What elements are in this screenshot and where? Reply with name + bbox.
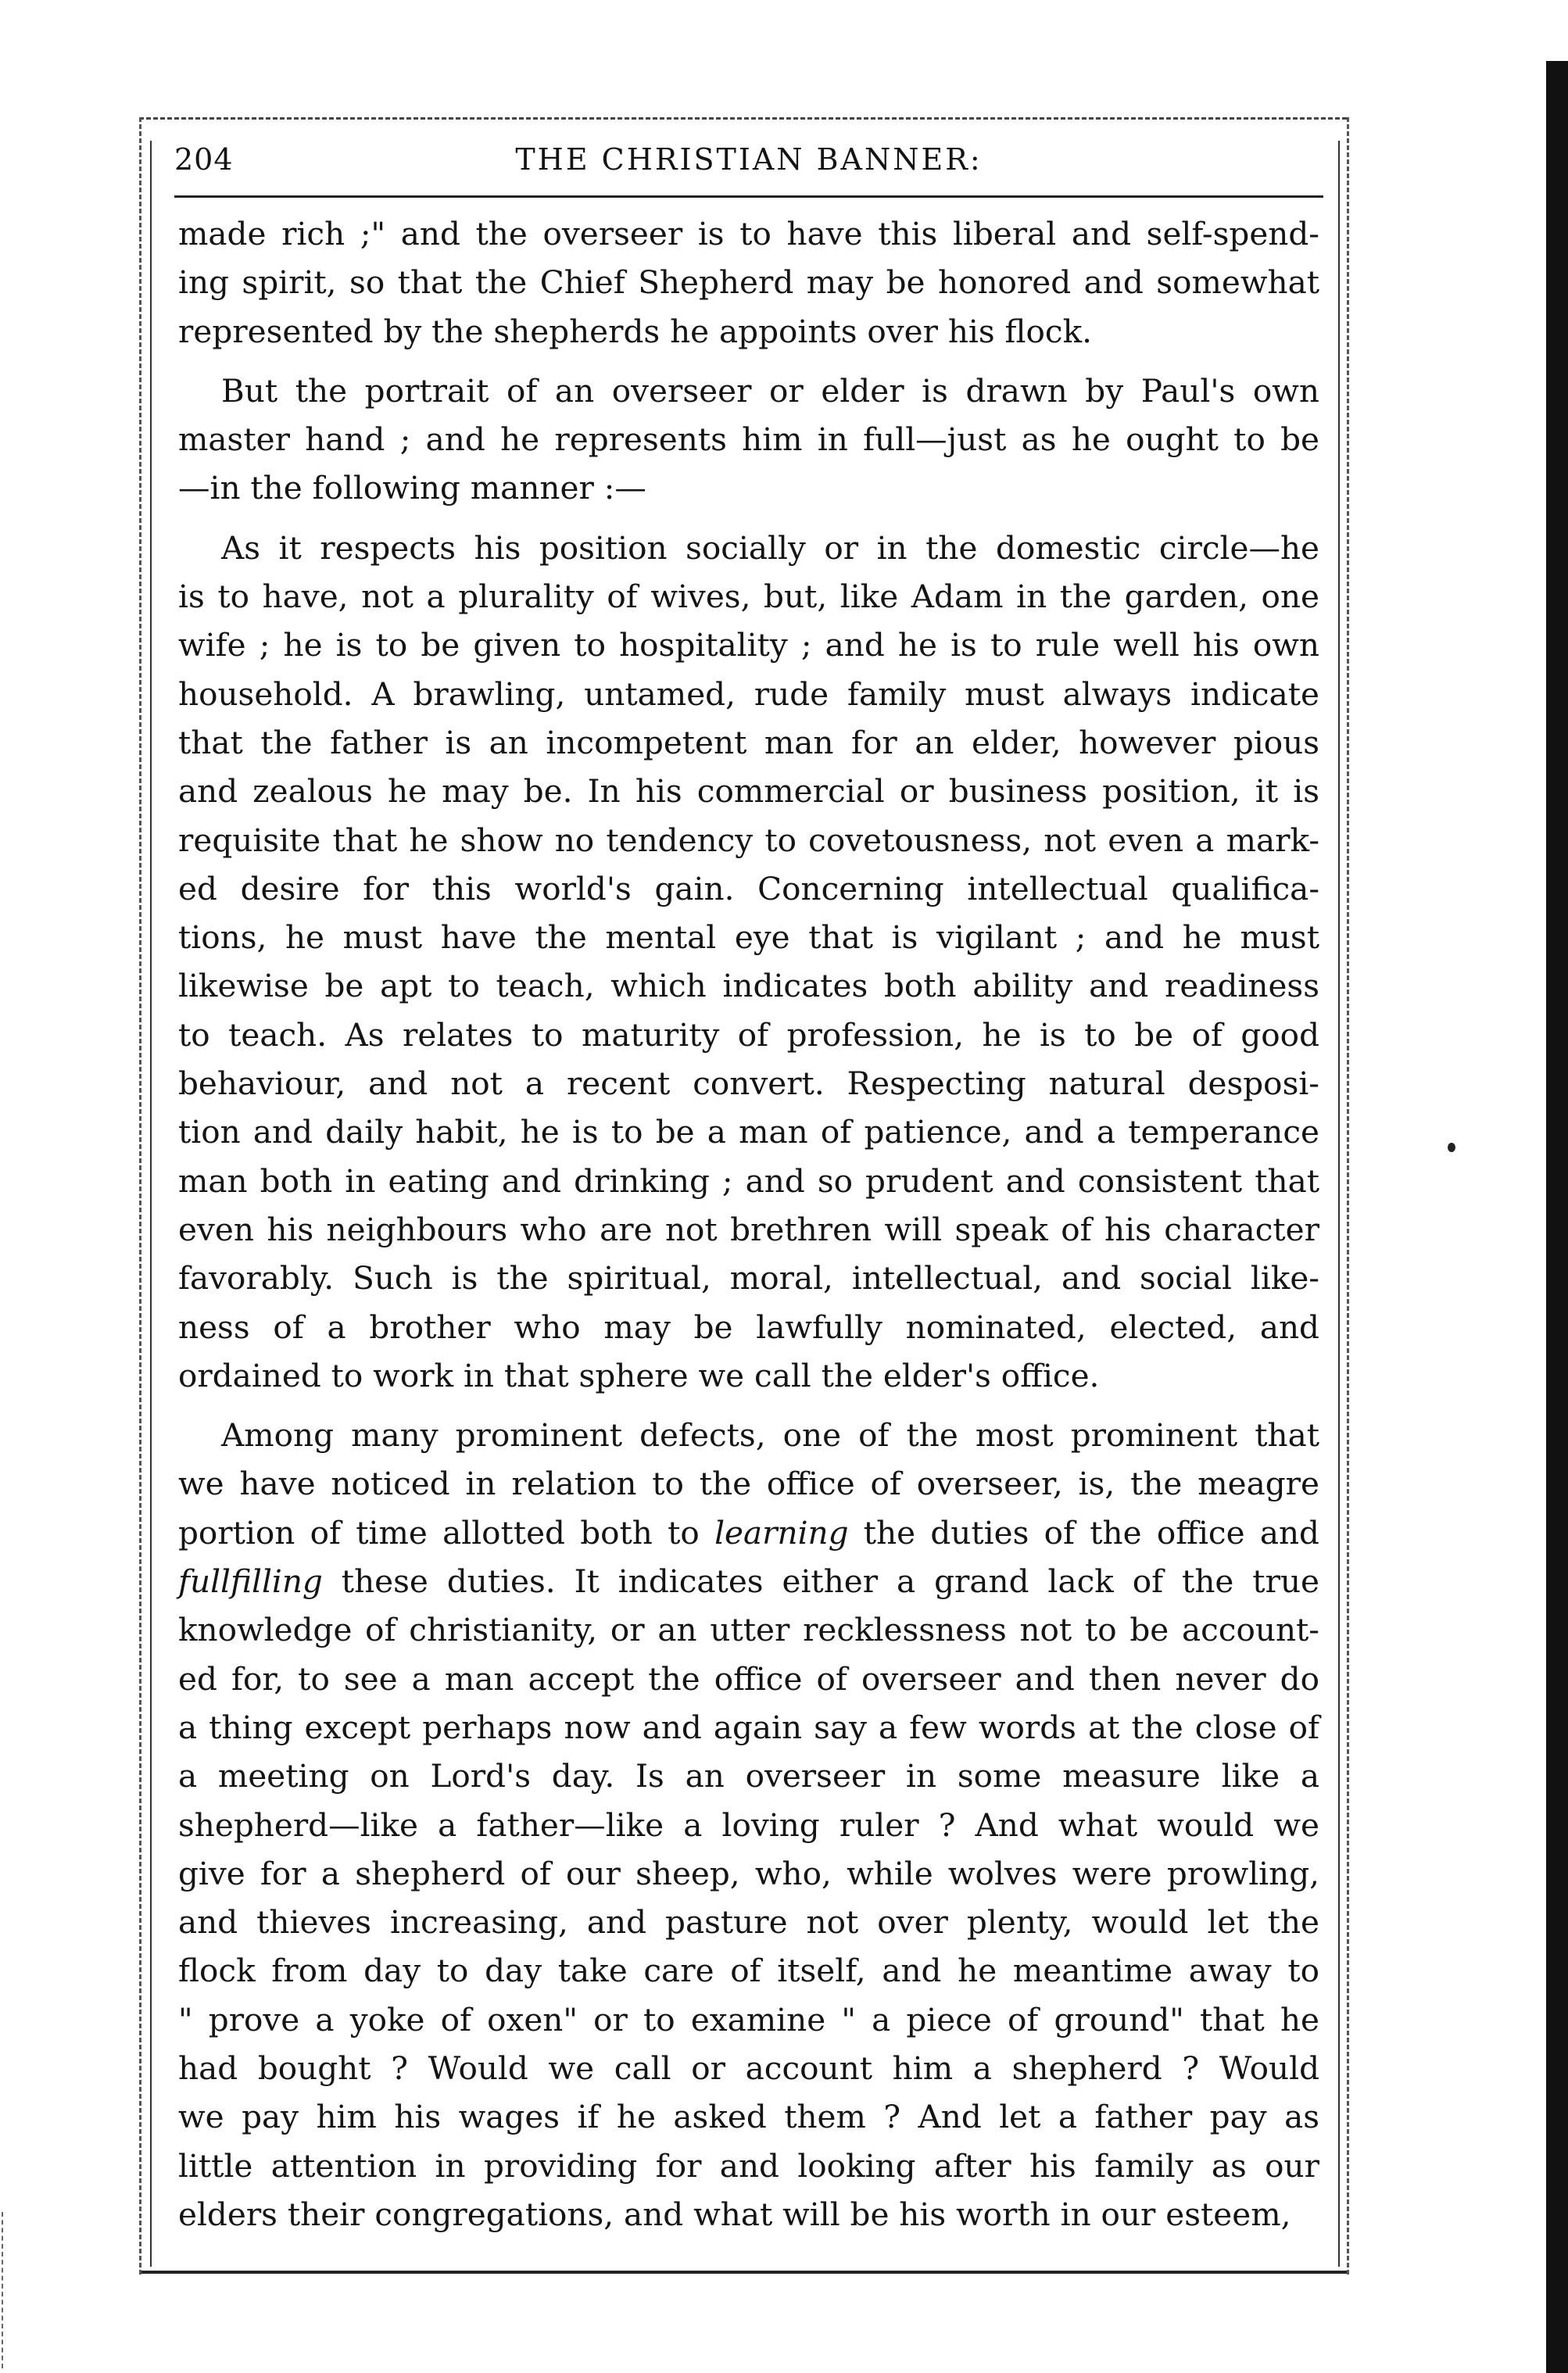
header-rule [174, 195, 1323, 198]
text-line: behaviour, and not a recent convert. Respecting natural desposi- [178, 1065, 1319, 1103]
text-line: ing spirit, so that the Chief Shepherd may be honored and somewhat [178, 263, 1319, 302]
text-line: we have noticed in relation to the office of overseer, is, the meagre [178, 1465, 1319, 1503]
text-line: household. A brawling, untamed, rude family must always indicate [178, 675, 1319, 713]
text-line: had bought ? Would we call or account him a shepherd ? Would [178, 2049, 1319, 2087]
text-line: —in the following manner :— [178, 469, 646, 507]
text-line: and zealous he may be. In his commercial or business position, it is [178, 772, 1319, 811]
text-line: likewise be apt to teach, which indicates both ability and readiness [178, 967, 1319, 1005]
text-line: ness of a brother who may be lawfully nominated, elected, and [178, 1308, 1319, 1346]
ink-dot [1448, 1143, 1455, 1152]
text-line: As it respects his position socially or in the domestic circle—he [221, 528, 1319, 567]
text-line: Among many prominent defects, one of the most prominent that [221, 1416, 1319, 1455]
page-header [174, 142, 1323, 189]
text-line: shepherd—like a father—like a loving ruler ? And what would we [178, 1806, 1319, 1844]
text-line: But the portrait of an overseer or elder is drawn by Paul's own [221, 371, 1319, 410]
scan-edge-strip [1546, 61, 1568, 2373]
frame-right-border [1347, 117, 1349, 2275]
text-line: represented by the shepherds he appoints over his flock. [178, 312, 1093, 350]
text-line: tions, he must have the mental eye that is vigilant ; and he must [178, 918, 1319, 957]
inner-left-rule [150, 141, 152, 2267]
text-line: we pay him his wages if he asked them ? And let a father pay as [178, 2098, 1319, 2136]
text-line: and thieves increasing, and pasture not over plenty, would let the [178, 1903, 1319, 1942]
text-line: flock from day to day take care of itself, and he meantime away to [178, 1952, 1319, 1990]
page-number: 204 [174, 142, 234, 177]
text-line: requisite that he show no tendency to covetousness, not even a mark- [178, 821, 1319, 859]
paragraph [178, 1411, 1319, 2239]
inner-right-rule [1338, 141, 1340, 2267]
text-line: is to have, not a plurality of wives, but, like Adam in the garden, one [178, 578, 1319, 616]
text-line: wife ; he is to be given to hospitality ; and he is to rule well his own [178, 626, 1319, 664]
text-line: even his neighbours who are not brethren will speak of his character [178, 1210, 1319, 1248]
paragraph-gap [178, 1400, 1319, 1411]
text-line: tion and daily habit, he is to be a man of patience, and a temperance [178, 1113, 1319, 1151]
frame-top-border [139, 117, 1347, 120]
text-line: ed desire for this world's gain. Concerning intellectual qualifica- [178, 869, 1319, 907]
frame-left-border [139, 117, 141, 2275]
text-line: ed for, to see a man accept the office of overseer and then never do [178, 1659, 1319, 1698]
paragraph-gap [178, 513, 1319, 524]
text-line: made rich ;" and the overseer is to have this liberal and self-spend- [178, 215, 1319, 252]
margin-marks [2, 2212, 6, 2368]
text-line: master hand ; and he represents him in full—just as he ought to be [178, 421, 1319, 459]
page-frame [139, 117, 1347, 2275]
paragraph [178, 524, 1319, 1400]
paragraph [178, 209, 1319, 356]
running-title: THE CHRISTIAN BANNER: [515, 142, 983, 177]
text-line: fullfilling these duties. It indicates either a grand lack of the true [178, 1562, 1319, 1601]
frame-bottom-border [139, 2271, 1347, 2274]
text-line: portion of time allotted both to learning the duties of the office and [178, 1513, 1319, 1552]
text-line: little attention in providing for and looking after his family as our [178, 2146, 1319, 2185]
paragraph [178, 367, 1319, 513]
paragraph-gap [178, 356, 1319, 367]
text-line: " prove a yoke of oxen" or to examine " a piece of ground" that he [178, 2000, 1319, 2038]
article-body [178, 209, 1319, 2239]
text-line: give for a shepherd of our sheep, who, while wolves were prowling, [178, 1854, 1319, 1892]
text-line: ordained to work in that sphere we call the elder's office. [178, 1356, 1100, 1394]
text-line: that the father is an incompetent man for an elder, however pious [178, 723, 1319, 761]
text-line: favorably. Such is the spiritual, moral, intellectual, and social like- [178, 1259, 1319, 1297]
text-line: man both in eating and drinking ; and so prudent and consistent that [178, 1161, 1319, 1200]
text-line: a thing except perhaps now and again say a few words at the close of [178, 1708, 1319, 1746]
text-line: a meeting on Lord's day. Is an overseer in some measure like a [178, 1757, 1319, 1795]
text-line: knowledge of christianity, or an utter recklessness not to be account- [178, 1611, 1319, 1649]
text-line: elders their congregations, and what will be his worth in our esteem, [178, 2195, 1291, 2233]
text-line: to teach. As relates to maturity of profession, he is to be of good [178, 1015, 1319, 1054]
